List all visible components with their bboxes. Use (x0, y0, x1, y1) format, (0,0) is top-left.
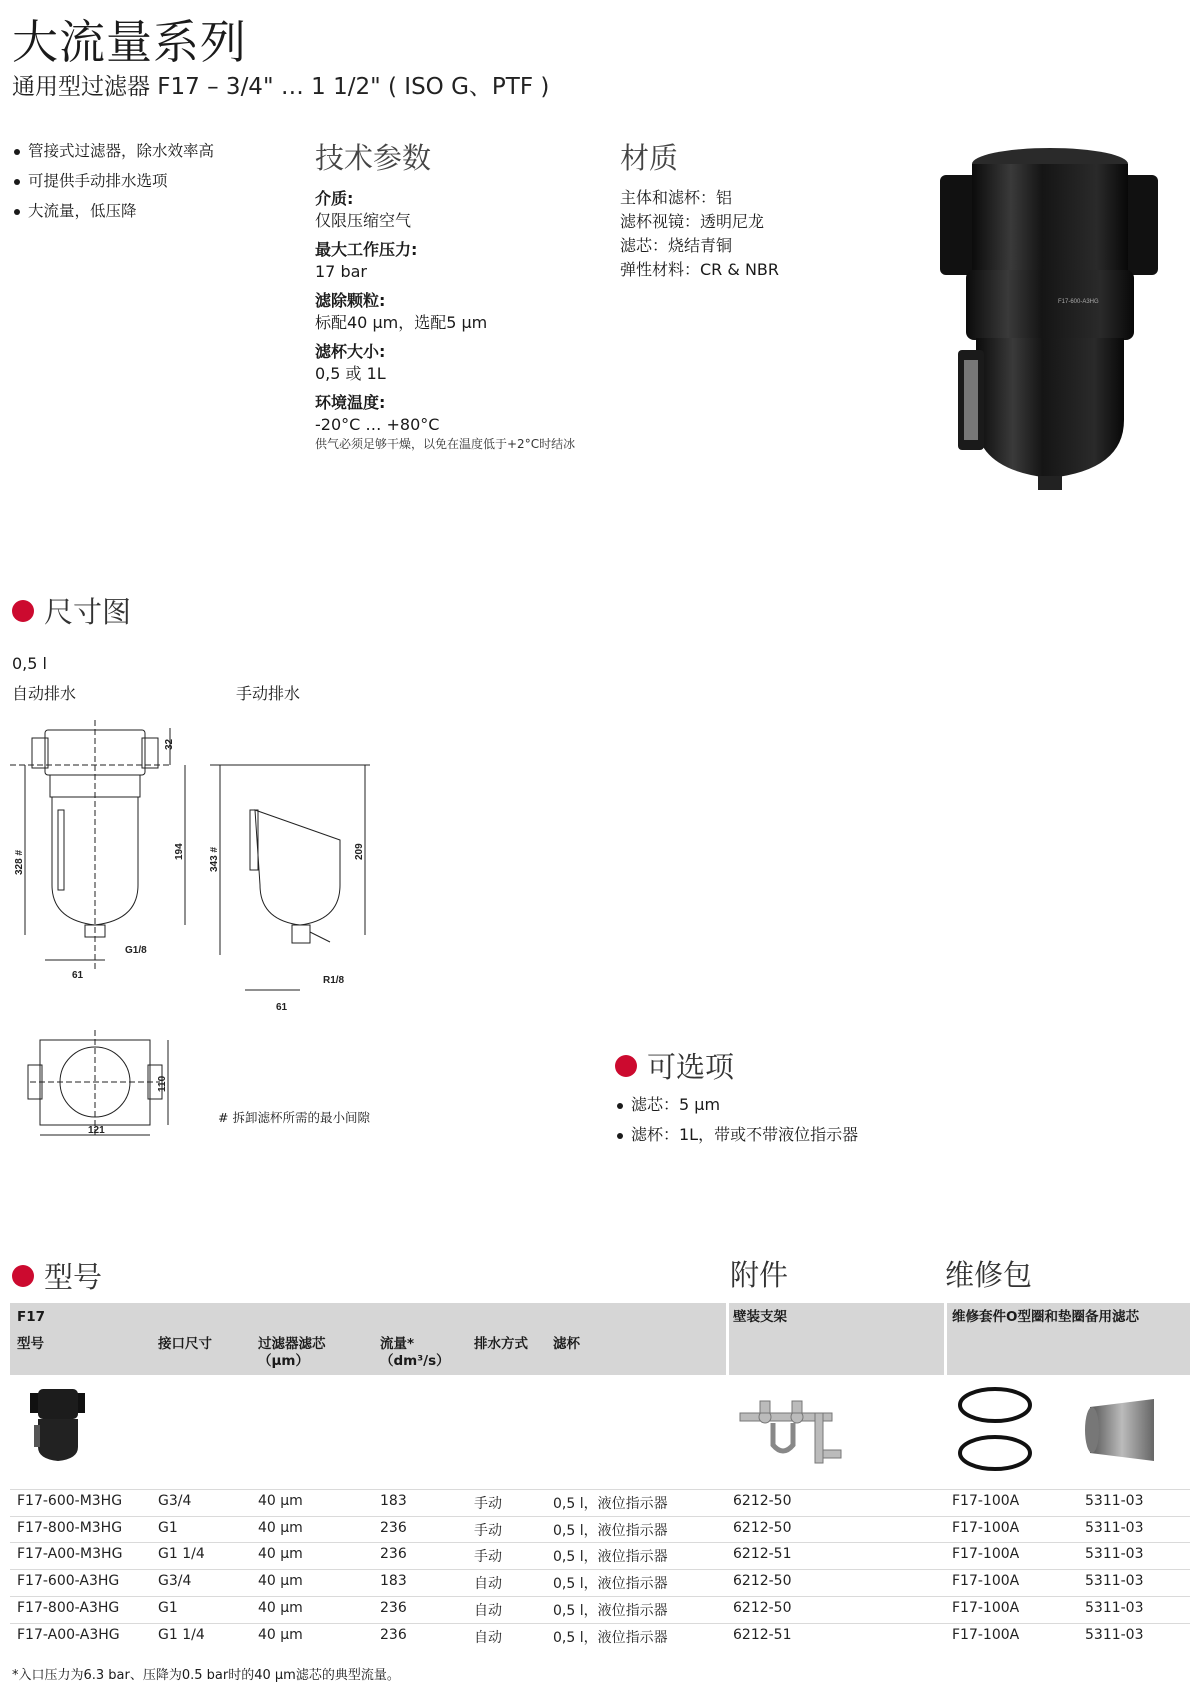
dim-328: 328 # (14, 849, 25, 875)
table-cell: 40 µm (258, 1599, 303, 1616)
dim-32: 32 (164, 738, 175, 750)
feature-item: 管接式过滤器，除水效率高 (12, 136, 292, 166)
table-cell: 236 (380, 1626, 407, 1643)
col-flow (380, 1336, 450, 1370)
table-cell: 6212-50 (733, 1519, 792, 1536)
models-heading-text: 型号 (44, 1260, 103, 1294)
o-ring-kit-image (955, 1385, 1035, 1475)
dim-343: 343 # (209, 846, 220, 872)
dim-r18: R1/8 (323, 975, 345, 986)
table-cell: 6212-50 (733, 1599, 792, 1616)
table-cell: 手动 (474, 1549, 502, 1566)
dimensions-heading (12, 590, 131, 631)
section-dot-icon (12, 1265, 34, 1287)
bowl-volume-label: 0,5 l (12, 654, 47, 673)
table-cell: G1 1/4 (158, 1546, 205, 1563)
dim-194: 194 (174, 843, 185, 860)
table-cell: 40 µm (258, 1546, 303, 1563)
col-flow-text: 流量* (380, 1336, 415, 1352)
flow-footnote: *入口压力为6.3 bar、压降为0.5 bar时的40 µm滤芯的典型流量。 (12, 1668, 400, 1683)
table-cell: 6212-51 (733, 1626, 792, 1643)
options-list (615, 1090, 858, 1150)
table-cell: F17-600-M3HG (17, 1493, 123, 1509)
dim-121: 121 (88, 1125, 105, 1136)
table-cell: 40 µm (258, 1519, 303, 1536)
col-kit: 维修套件O型圈和垫圈 (952, 1309, 1085, 1325)
row-divider (10, 1569, 1190, 1570)
spec-label: 滤除颗粒: (315, 291, 386, 310)
dim-g18: G1/8 (125, 945, 147, 956)
table-cell: 40 µm (258, 1573, 303, 1590)
table-cell: 40 µm (258, 1493, 303, 1509)
spec-note: 供气必须足够干燥，以免在温度低于+2°C时结冰 (315, 437, 576, 451)
row-divider (10, 1516, 1190, 1517)
option-item: 滤芯：5 µm (615, 1090, 858, 1120)
table-cell: 自动 (474, 1576, 502, 1593)
table-cell: 0,5 l，液位指示器 (553, 1549, 668, 1566)
spec-label: 最大工作压力: (315, 240, 418, 259)
table-cell: 5311-03 (1085, 1493, 1144, 1509)
table-cell: F17-100A (952, 1519, 1020, 1536)
feature-item: 可提供手动排水选项 (12, 166, 292, 196)
product-label-text: F17-600-A3HG (1058, 299, 1099, 305)
table-cell: F17-600-A3HG (17, 1573, 120, 1590)
table-cell: F17-100A (952, 1573, 1020, 1590)
spec-value: 17 bar (315, 262, 367, 281)
table-cell: 手动 (474, 1522, 502, 1539)
table-cell: 5311-03 (1085, 1626, 1144, 1643)
table-cell: 6212-50 (733, 1573, 792, 1590)
table-cell: 0,5 l，液位指示器 (553, 1496, 668, 1512)
dim-61-manual: 61 (276, 1002, 288, 1013)
table-cell: F17-800-A3HG (17, 1599, 120, 1616)
materials-heading: 材质 (620, 141, 679, 175)
table-header-band (10, 1303, 726, 1375)
table-cell: 5311-03 (1085, 1573, 1144, 1590)
dimension-drawing (10, 720, 420, 1140)
material-item: 滤杯视镜：透明尼龙 (620, 212, 765, 231)
table-cell: 5311-03 (1085, 1546, 1144, 1563)
spec-label: 滤杯大小: (315, 342, 386, 361)
table-cell: 236 (380, 1519, 407, 1536)
table-cell: 手动 (474, 1496, 502, 1512)
filter-thumbnail-image (30, 1385, 85, 1465)
page-subtitle: 通用型过滤器 F17 – 3/4" … 1 1/2" ( ISO G、PTF ) (12, 74, 550, 100)
manual-drain-label: 手动排水 (236, 684, 301, 703)
material-item: 滤芯：烧结青铜 (620, 236, 733, 255)
dim-209: 209 (354, 843, 365, 860)
dimension-note: # 拆卸滤杯所需的最小间隙 (218, 1110, 370, 1125)
table-cell: 5311-03 (1085, 1599, 1144, 1616)
section-dot-icon (12, 600, 34, 622)
col-filter-unit: （µm） (258, 1353, 310, 1369)
col-flow-unit: （dm³/s） (380, 1353, 450, 1369)
table-cell: 自动 (474, 1602, 502, 1619)
tech-specs (315, 188, 615, 452)
table-cell: F17-100A (952, 1599, 1020, 1616)
material-item: 弹性材料：CR & NBR (620, 260, 780, 279)
table-cell: F17-100A (952, 1493, 1020, 1509)
table-cell: 5311-03 (1085, 1519, 1144, 1536)
table-cell: 0,5 l，液位指示器 (553, 1522, 668, 1539)
row-divider (10, 1489, 1190, 1490)
spec-value: -20°C … +80°C (315, 415, 440, 434)
table-cell: 6212-50 (733, 1493, 792, 1509)
spec-value: 仅限压缩空气 (315, 211, 412, 230)
table-cell: 40 µm (258, 1626, 303, 1643)
col-bracket: 壁装支架 (733, 1309, 787, 1325)
table-cell: 236 (380, 1599, 407, 1616)
table-cell: 236 (380, 1546, 407, 1563)
col-filter-text: 过滤器滤芯 (258, 1336, 326, 1352)
options-heading (615, 1045, 734, 1086)
table-cell: 0,5 l，液位指示器 (553, 1576, 668, 1593)
option-item: 滤杯：1L，带或不带液位指示器 (615, 1120, 858, 1150)
col-port: 接口尺寸 (158, 1336, 212, 1352)
material-item: 主体和滤杯：铝 (620, 188, 733, 207)
table-cell: F17-100A (952, 1626, 1020, 1643)
row-divider (10, 1596, 1190, 1597)
table-cell: 6212-51 (733, 1546, 792, 1563)
spec-value: 标配40 µm，选配5 µm (315, 313, 488, 332)
accessories-heading: 附件 (730, 1258, 789, 1292)
table-cell: 183 (380, 1573, 407, 1590)
tech-heading: 技术参数 (315, 141, 432, 175)
options-heading-text: 可选项 (647, 1050, 735, 1084)
table-cell: G1 1/4 (158, 1626, 205, 1643)
table-cell: 0,5 l，液位指示器 (553, 1602, 668, 1619)
table-cell: G3/4 (158, 1493, 192, 1509)
models-heading (12, 1255, 102, 1296)
table-cell: 183 (380, 1493, 407, 1509)
spec-label: 环境温度: (315, 393, 386, 412)
dim-61-auto: 61 (72, 970, 84, 981)
feature-list (12, 136, 292, 226)
wall-bracket-image (735, 1395, 845, 1470)
dimensions-heading-text: 尺寸图 (44, 595, 132, 629)
col-drain: 排水方式 (474, 1336, 528, 1352)
table-cell: F17-800-M3HG (17, 1519, 123, 1536)
table-cell: G3/4 (158, 1573, 192, 1590)
feature-item: 大流量，低压降 (12, 196, 292, 226)
spec-label: 介质: (315, 189, 354, 208)
table-cell: F17-A00-M3HG (17, 1546, 123, 1563)
auto-drain-label: 自动排水 (12, 684, 77, 703)
row-divider (10, 1623, 1190, 1624)
table-cell: 自动 (474, 1629, 502, 1646)
filter-product-image (940, 140, 1180, 525)
table-cell: G1 (158, 1519, 178, 1536)
table-cell: F17-A00-A3HG (17, 1626, 120, 1643)
row-divider (10, 1542, 1190, 1543)
series-label: F17 (17, 1309, 46, 1325)
filter-element-image (1082, 1395, 1162, 1465)
section-dot-icon (615, 1055, 637, 1077)
service-kits-heading: 维修包 (945, 1258, 1033, 1292)
table-cell: G1 (158, 1599, 178, 1616)
col-filter (258, 1336, 326, 1370)
dim-110: 110 (157, 1075, 168, 1092)
table-cell: 0,5 l，液位指示器 (553, 1629, 668, 1646)
col-model: 型号 (17, 1336, 44, 1352)
col-bowl: 滤杯 (553, 1336, 580, 1352)
col-element: 备用滤芯 (1085, 1309, 1139, 1325)
spec-value: 0,5 或 1L (315, 364, 386, 383)
materials-list (620, 186, 779, 282)
table-cell: F17-100A (952, 1546, 1020, 1563)
page-title: 大流量系列 (12, 15, 247, 69)
